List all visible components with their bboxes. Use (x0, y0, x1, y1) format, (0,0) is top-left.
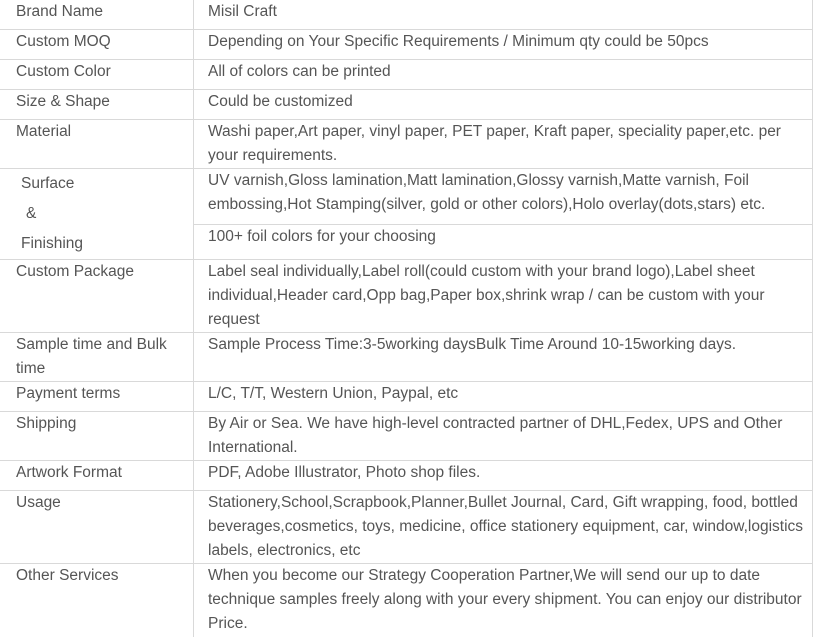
row-value-artwork-format: PDF, Adobe Illustrator, Photo shop files. (208, 464, 481, 481)
row-label-custom-color: Custom Color (16, 63, 111, 80)
row-value-custom-package: Label seal individually,Label roll(could custom with your brand logo),Label sheet individual,Header card,Opp bag,Paper box,shrink wrap / can be custom with your request (208, 263, 765, 328)
row-value-shipping: By Air or Sea. We have high-level contracted partner of DHL,Fedex, UPS and Other International. (208, 415, 783, 456)
row-value-size-shape: Could be customized (208, 93, 353, 110)
row-label-size-shape: Size & Shape (16, 93, 110, 110)
column-divider (193, 0, 194, 637)
row-value-brand-name: Misil Craft (208, 3, 277, 20)
row-value-sample-time: Sample Process Time:3-5working daysBulk Time Around 10-15working days. (208, 336, 737, 353)
row-label-custom-package: Custom Package (16, 263, 135, 280)
row-value-custom-moq: Depending on Your Specific Requirements / Minimum qty could be 50pcs (208, 33, 709, 50)
row-label-sample-time: Sample time and Bulk time (16, 336, 167, 377)
row-label-custom-moq: Custom MOQ (16, 33, 111, 50)
row-label-artwork-format: Artwork Format (16, 464, 122, 481)
row-value-foil-colors: 100+ foil colors for your choosing (208, 228, 436, 245)
row-value-payment-terms: L/C, T/T, Western Union, Paypal, etc (208, 385, 459, 402)
row-label-shipping: Shipping (16, 415, 77, 432)
row-label-surface-line3: Finishing (21, 235, 84, 252)
row-value-custom-color: All of colors can be printed (208, 63, 391, 80)
row-value-surface-finishing: UV varnish,Gloss lamination,Matt lamination,Glossy varnish,Matte varnish, Foil embossing,Hot Stamping(silver, gold or other colors),Holo overlay(dots,stars) etc. (208, 172, 766, 213)
row-value-usage: Stationery,School,Scrapbook,Planner,Bullet Journal, Card, Gift wrapping, food, bottled beverages,cosmetics, toys, medicine, office stationery equipment, car, window,logistics labels, electronics, etc (208, 494, 804, 559)
row-value-other-services: When you become our Strategy Cooperation Partner,We will send our up to date technique samples freely along with your every shipment. You can enjoy our distributor Price. (208, 567, 802, 632)
table-right-border (812, 0, 813, 637)
row-label-material: Material (16, 123, 72, 140)
row-label-usage: Usage (16, 494, 61, 511)
row-label-surface-line1: Surface (21, 175, 75, 192)
row-label-brand-name: Brand Name (16, 3, 104, 20)
row-label-payment-terms: Payment terms (16, 385, 121, 402)
row-label-surface-line2: & (26, 205, 37, 222)
row-value-material: Washi paper,Art paper, vinyl paper, PET paper, Kraft paper, speciality paper,etc. per your requirements. (208, 123, 781, 164)
row-label-other-services: Other Services (16, 567, 119, 584)
